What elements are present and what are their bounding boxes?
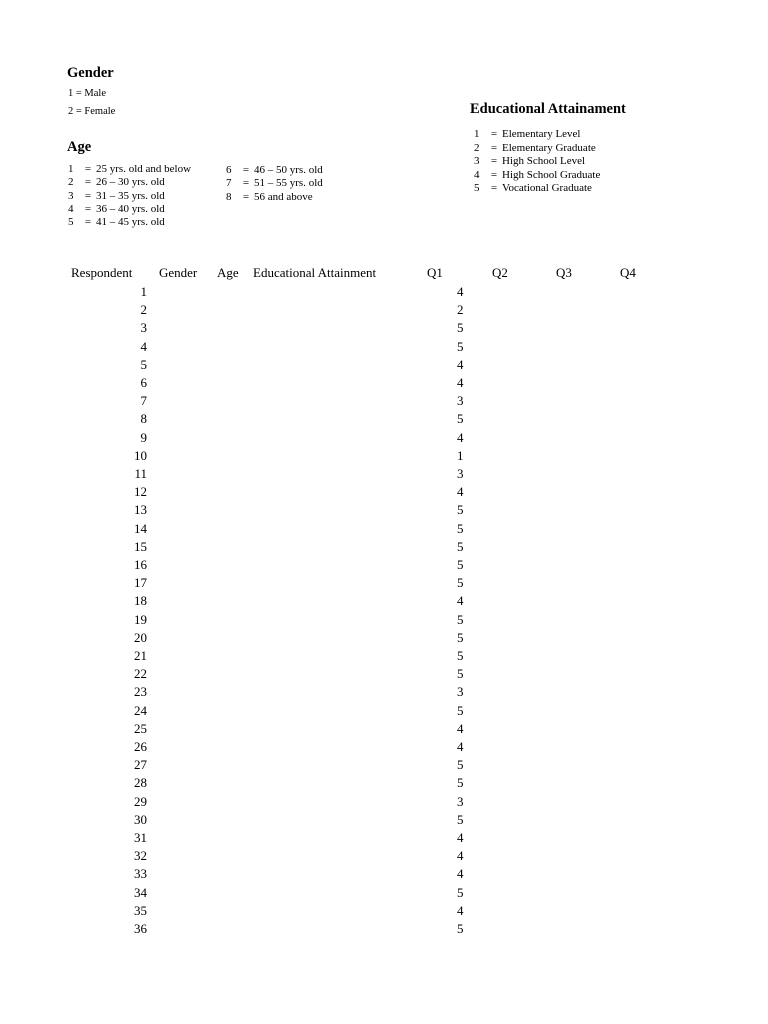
respondent-cell: 34 [134, 884, 147, 900]
legend-code: 1 [68, 163, 74, 175]
q1-cell: 3 [457, 466, 464, 481]
legend-code: 4 [474, 168, 480, 181]
table-row [0, 539, 768, 557]
respondent-cell: 1 [140, 284, 147, 299]
respondent-cell: 18 [134, 593, 147, 609]
respondent-cell: 13 [134, 502, 147, 518]
legend-line [226, 191, 313, 205]
q1-cell: 5 [457, 502, 464, 518]
q1-cell: 5 [457, 338, 464, 354]
respondent-cell: 17 [134, 575, 147, 591]
q1-cell: 4 [457, 866, 464, 882]
respondent-cell: 10 [134, 447, 147, 463]
table-row [0, 921, 768, 939]
legend-line [474, 169, 600, 183]
legend-line [68, 190, 165, 204]
legend-line [474, 128, 581, 142]
legend-label: 31 – 35 yrs. old [96, 189, 165, 202]
respondent-cell: 5 [140, 356, 147, 372]
respondent-cell: 26 [134, 739, 147, 754]
q1-cell: 5 [457, 320, 464, 336]
legend-equals: = [84, 202, 92, 215]
respondent-cell: 30 [134, 811, 147, 827]
header-q2: Q2 [492, 265, 508, 280]
legend-label: 56 and above [254, 190, 313, 203]
header-respondent: Respondent [71, 265, 133, 280]
q1-cell: 4 [457, 848, 464, 864]
q1-cell: 4 [457, 429, 464, 445]
table-row [0, 466, 768, 484]
q1-cell: 5 [457, 811, 464, 827]
respondent-cell: 35 [134, 902, 147, 918]
legend-line [68, 216, 165, 230]
respondent-cell: 29 [134, 793, 147, 809]
table-row [0, 703, 768, 721]
table-row [0, 557, 768, 575]
q1-cell: 5 [457, 921, 464, 936]
legend-equals: = [490, 128, 498, 140]
table-row [0, 630, 768, 648]
q1-cell: 5 [457, 520, 464, 536]
table-row [0, 284, 768, 302]
respondent-cell: 22 [134, 666, 147, 682]
legend-label: High School Level [502, 155, 586, 168]
legend-line [68, 203, 165, 217]
respondent-cell: 4 [140, 338, 147, 354]
respondent-cell: 36 [134, 921, 147, 936]
table-row [0, 375, 768, 393]
q1-cell: 5 [457, 775, 464, 791]
q1-cell: 1 [457, 447, 464, 463]
q1-cell: 5 [457, 629, 464, 645]
table-row [0, 830, 768, 848]
q1-cell: 5 [457, 648, 464, 663]
legend-label: 51 – 55 yrs. old [254, 177, 323, 190]
legend-equals: = [242, 190, 250, 203]
legend-label: 36 – 40 yrs. old [96, 202, 165, 215]
q1-cell: 2 [457, 302, 464, 318]
legend-equals: = [242, 177, 250, 190]
legend-equals: = [242, 164, 250, 176]
respondent-cell: 11 [134, 466, 147, 481]
table-row [0, 593, 768, 611]
header-educational-attainment: Educational Attainment [253, 265, 377, 280]
q1-cell: 5 [457, 557, 464, 572]
legend-code: 3 [474, 155, 480, 168]
table-row [0, 521, 768, 539]
legend-code: 3 [68, 189, 74, 202]
table-row [0, 812, 768, 830]
q1-cell: 5 [457, 702, 464, 718]
q1-cell: 5 [457, 411, 464, 427]
q1-cell: 4 [457, 356, 464, 372]
legend-line [226, 177, 323, 191]
q1-cell: 4 [457, 830, 464, 845]
q1-cell: 5 [457, 884, 464, 900]
legend-code: 8 [226, 190, 232, 203]
education-title: Educational Attainament [470, 101, 626, 117]
respondent-cell: 28 [134, 775, 147, 791]
legend-code: 2 [474, 141, 480, 154]
q1-cell: 5 [457, 611, 464, 627]
respondent-cell: 2 [140, 302, 147, 318]
q1-cell: 4 [457, 739, 464, 754]
legend-line [474, 142, 596, 156]
legend-equals: = [490, 168, 498, 181]
legend-code: 2 [68, 176, 74, 189]
legend-label: Elementary Graduate [502, 141, 596, 154]
q1-cell: 5 [457, 538, 464, 554]
table-row [0, 339, 768, 357]
table-row [0, 612, 768, 630]
table-row [0, 302, 768, 320]
q1-cell: 5 [457, 666, 464, 682]
respondent-cell: 20 [134, 629, 147, 645]
legend-code: 4 [68, 202, 74, 215]
table-row [0, 648, 768, 666]
q1-cell: 4 [457, 284, 464, 299]
table-row [0, 757, 768, 775]
legend-label: 41 – 45 yrs. old [96, 216, 165, 229]
age-title: Age [67, 139, 92, 155]
q1-cell: 3 [457, 684, 464, 700]
table-row [0, 666, 768, 684]
gender-item: 1 = Male [68, 88, 106, 99]
table-row [0, 794, 768, 812]
table-row [0, 903, 768, 921]
legend-line [68, 163, 191, 177]
table-row [0, 684, 768, 702]
legend-code: 5 [68, 216, 74, 229]
respondent-cell: 33 [134, 866, 147, 882]
q1-cell: 4 [457, 484, 464, 500]
respondent-cell: 9 [140, 429, 147, 445]
q1-cell: 5 [457, 575, 464, 591]
q1-cell: 4 [457, 375, 464, 390]
table-row [0, 739, 768, 757]
respondent-cell: 24 [134, 702, 147, 718]
respondent-cell: 25 [134, 720, 147, 736]
legend-label: 26 – 30 yrs. old [96, 176, 165, 189]
respondent-cell: 14 [134, 520, 147, 536]
table-row [0, 357, 768, 375]
legend-line [68, 176, 165, 190]
q1-cell: 4 [457, 593, 464, 609]
respondent-cell: 3 [140, 320, 147, 336]
legend-equals: = [84, 163, 92, 175]
legend-equals: = [490, 141, 498, 154]
respondent-cell: 16 [134, 557, 147, 572]
respondent-cell: 7 [140, 393, 147, 409]
table-row [0, 866, 768, 884]
respondent-cell: 15 [134, 538, 147, 554]
q1-cell: 3 [457, 393, 464, 409]
table-row [0, 393, 768, 411]
table-row [0, 411, 768, 429]
legend-line [474, 182, 592, 196]
table-row [0, 320, 768, 338]
header-q3: Q3 [556, 265, 572, 280]
header-q4: Q4 [620, 265, 636, 280]
legend-label: 25 yrs. old and below [96, 163, 192, 175]
legend-equals: = [84, 176, 92, 189]
legend-code: 7 [226, 177, 232, 190]
respondent-cell: 12 [134, 484, 147, 500]
legend-equals: = [84, 216, 92, 229]
respondent-cell: 27 [134, 757, 147, 773]
table-row [0, 848, 768, 866]
table-row [0, 502, 768, 520]
legend-label: High School Graduate [502, 168, 601, 181]
legend-label: Vocational Graduate [502, 182, 592, 195]
legend-equals: = [490, 155, 498, 168]
legend-equals: = [84, 189, 92, 202]
legend-label: Elementary Level [502, 128, 581, 140]
q1-cell: 3 [457, 793, 464, 809]
legend-equals: = [490, 182, 498, 195]
respondent-cell: 19 [134, 611, 147, 627]
table-row [0, 775, 768, 793]
legend-code: 5 [474, 182, 480, 195]
respondent-cell: 6 [140, 375, 147, 390]
gender-item: 2 = Female [68, 106, 116, 117]
respondent-cell: 23 [134, 684, 147, 700]
gender-title: Gender [67, 65, 114, 81]
table-row [0, 721, 768, 739]
respondent-cell: 21 [134, 648, 147, 663]
legend-code: 6 [226, 164, 232, 176]
table-row [0, 484, 768, 502]
respondent-cell: 31 [134, 830, 147, 845]
respondent-cell: 32 [134, 848, 147, 864]
table-row [0, 885, 768, 903]
table-row [0, 430, 768, 448]
q1-cell: 5 [457, 757, 464, 773]
table-row [0, 448, 768, 466]
legend-label: 46 – 50 yrs. old [254, 164, 323, 176]
q1-cell: 4 [457, 902, 464, 918]
legend-line [226, 164, 323, 178]
legend-line [474, 155, 585, 169]
header-q1: Q1 [427, 265, 443, 280]
header-age: Age [217, 265, 239, 280]
legend-code: 1 [474, 128, 480, 140]
q1-cell: 4 [457, 720, 464, 736]
respondent-cell: 8 [140, 411, 147, 427]
table-row [0, 575, 768, 593]
header-gender: Gender [159, 265, 198, 280]
